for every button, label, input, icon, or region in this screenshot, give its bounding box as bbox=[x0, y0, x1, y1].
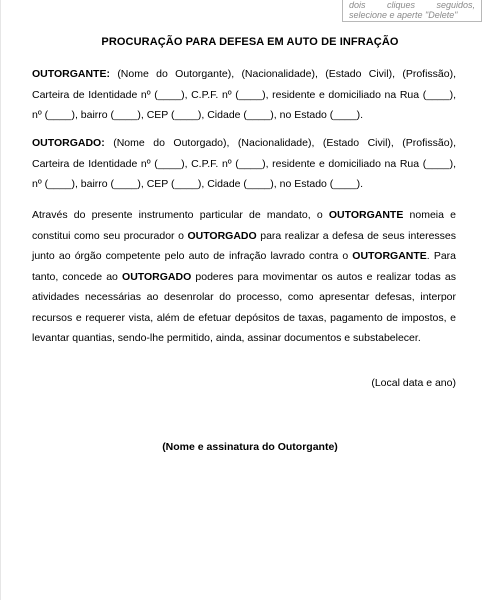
body-text: para realizar a defesa de seus interesses junto ao órgão competente pelo auto de infração lavrado contra o bbox=[32, 229, 456, 262]
body-bold-term: OUTORGADO bbox=[187, 229, 257, 242]
delete-hint-box bbox=[342, 0, 482, 22]
signature-line: (Nome e assinatura do Outorgante) bbox=[162, 441, 338, 453]
mandate-body-paragraph bbox=[32, 205, 456, 349]
outorgado-paragraph bbox=[32, 133, 456, 195]
body-bold-term: OUTORGANTE bbox=[328, 209, 404, 221]
local-date-line: (Local data e ano) bbox=[371, 377, 456, 389]
body-bold-term: OUTORGADO bbox=[122, 270, 192, 283]
hint-word: seguidos, bbox=[436, 0, 475, 10]
hint-line-2: selecione e aperte "Delete" bbox=[349, 10, 458, 20]
document-title: PROCURAÇÃO PARA DEFESA EM AUTO DE INFRAÇÃO bbox=[101, 36, 399, 48]
outorgante-text: (Nome do Outorgante), (Nacionalidade), (Estado Civil), (Profissão), Carteira de Identidade nº (____), C.P.F. nº (____), residente e domiciliado na Rua (____), nº (____), bairro (____), CEP (____), Cidade (____), no Estado (____). bbox=[32, 68, 456, 121]
body-text: Através do presente instrumento particular de mandato, o bbox=[32, 209, 329, 221]
body-bold-term: OUTORGANTE bbox=[352, 250, 427, 262]
hint-word: cliques bbox=[386, 0, 415, 10]
page-edge bbox=[0, 0, 1, 600]
outorgado-label: OUTORGADO: bbox=[32, 137, 105, 149]
outorgante-paragraph bbox=[32, 64, 456, 126]
body-text: . Para tanto, concede ao bbox=[32, 250, 456, 283]
body-text: nomeia e constitui como seu procurador o bbox=[32, 209, 456, 242]
outorgante-label: OUTORGANTE: bbox=[32, 68, 110, 80]
outorgado-text: (Nome do Outorgado), (Nacionalidade), (Estado Civil), (Profissão), Carteira de Identidade nº (____), C.P.F. nº (____), residente e domiciliado na Rua (____), nº (____), bairro (____), CEP (____), Cidade (____), no Estado (____). bbox=[32, 137, 456, 190]
body-text: poderes para movimentar os autos e realizar todas as atividades necessárias ao desenrolar do processo, como apresentar defesas, interpor recursos e requerer vista, além de efetuar depósitos de taxas, pagamento de impostos, e levantar quantias, sendo-lhe permitido, ainda, assinar documentos e substabelecer. bbox=[32, 270, 456, 344]
hint-word: dois bbox=[349, 0, 366, 10]
hint-line-1 bbox=[349, 0, 475, 10]
